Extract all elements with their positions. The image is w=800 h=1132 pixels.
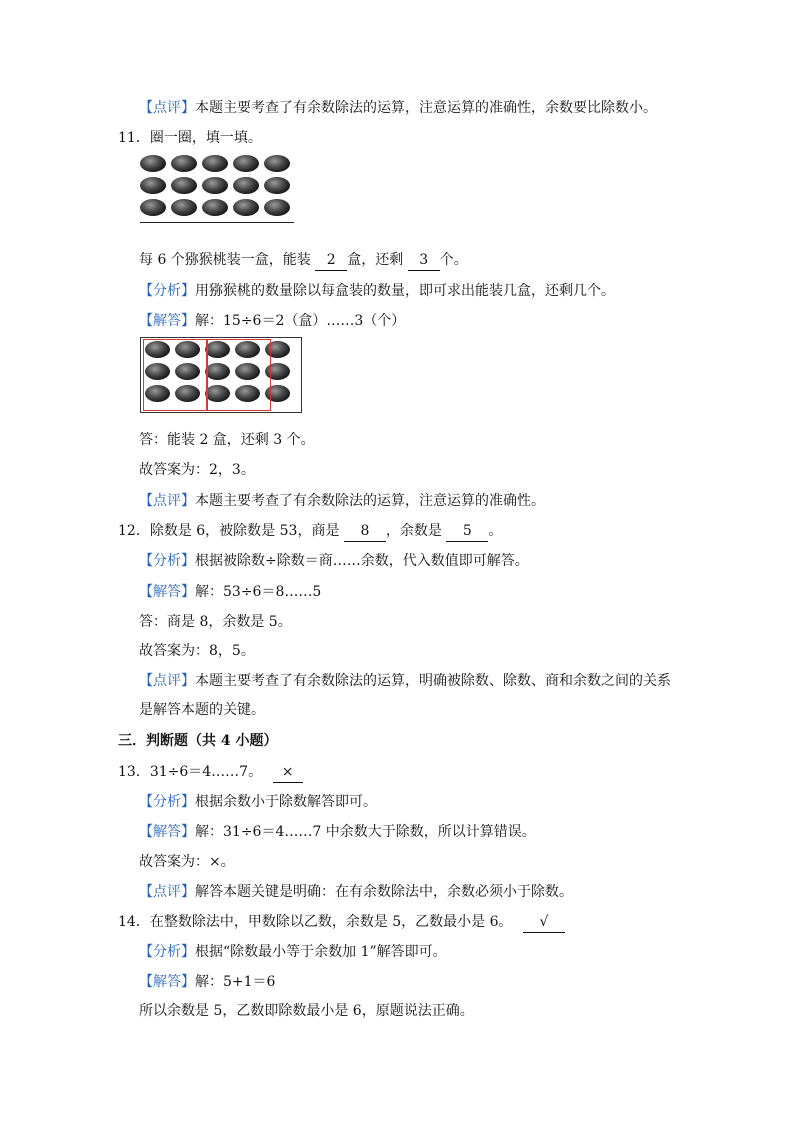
question-prompt: 31÷6＝4……7。 [149,764,263,780]
kiwi-icon [264,199,290,216]
section-title: 三．判断题（共 4 小题） [118,733,278,749]
answer-blank-quotient: 8 [344,521,386,542]
comment-tag: 【点评】 [139,100,195,116]
fill-text-a: 每 6 个猕猴桃装一盒，能装 [139,252,311,268]
q13-final: 故答案为：×。 [139,854,235,870]
kiwi-icon [202,155,228,172]
q12-solution [139,582,321,602]
kiwi-icon [171,199,197,216]
group-circle-2 [206,339,271,411]
question-number: 12． [118,523,150,539]
kiwi-icon [140,177,166,194]
analysis-text: 根据被除数÷除数＝商……余数，代入数值即可解答。 [195,553,529,569]
kiwi-icon [233,199,259,216]
q14-question [118,912,565,933]
q11-fill [139,250,468,271]
solution-text: 解：5+1＝6 [195,974,276,990]
solution-tag: 【解答】 [139,584,195,600]
answer-blank-remainder: 5 [446,521,488,542]
question-prompt-b: ，余数是 [385,523,442,539]
q10-comment [139,98,657,118]
q14-analysis [139,942,447,962]
analysis-tag: 【分析】 [139,944,195,960]
analysis-text: 根据“除数最小等于余数加 1”解答即可。 [195,944,447,960]
q13-comment [139,882,573,902]
comment-tag: 【点评】 [139,493,195,509]
q12-question [118,521,502,542]
solution-tag: 【解答】 [139,824,195,840]
kiwi-icon [140,199,166,216]
q12-comment-cont: 是解答本题的关键。 [139,702,265,718]
solution-text: 解：31÷6＝4……7 中余数大于除数，所以计算错误。 [195,824,536,840]
answer-blank-left: 3 [408,250,440,271]
q11-comment [139,491,545,511]
q11-solution [139,311,405,331]
answer-blank-judgement: √ [523,912,565,933]
analysis-tag: 【分析】 [139,794,195,810]
q13-analysis [139,792,377,812]
analysis-text: 根据余数小于除数解答即可。 [195,794,377,810]
kiwi-icon [264,177,290,194]
solution-text: 解：53÷6＝8……5 [195,584,322,600]
analysis-tag: 【分析】 [139,283,195,299]
analysis-text: 用猕猴桃的数量除以每盒装的数量，即可求出能装几盒，还剩几个。 [195,283,615,299]
kiwi-icon [171,155,197,172]
fill-text-c: 个。 [439,252,468,268]
question-prompt-c: 。 [488,523,503,539]
comment-text: 本题主要考查了有余数除法的运算，明确被除数、除数、商和余数之间的关系 [195,673,671,689]
comment-text: 解答本题关键是明确：在有余数除法中，余数必须小于除数。 [195,884,573,900]
question-number: 14． [118,914,150,930]
solution-tag: 【解答】 [139,974,195,990]
answer-blank-boxes: 2 [315,250,347,271]
q11-question [118,128,262,148]
comment-text: 本题主要考查了有余数除法的运算，注意运算的准确性。 [195,493,545,509]
solution-tag: 【解答】 [139,313,195,329]
fill-text-b: 盒，还剩 [347,252,404,268]
group-circle-1 [143,339,208,411]
question-number: 11． [118,130,150,146]
q12-answer: 答：商是 8，余数是 5。 [139,614,292,630]
q11-answer: 答：能装 2 盒，还剩 3 个。 [139,432,315,448]
kiwi-icon [140,155,166,172]
kiwi-icon [202,177,228,194]
analysis-tag: 【分析】 [139,553,195,569]
q11-analysis [139,281,615,301]
kiwi-icon [202,199,228,216]
question-prompt: 在整数除法中，甲数除以乙数，余数是 5，乙数最小是 6。 [149,914,513,930]
comment-tag: 【点评】 [139,884,195,900]
question-prompt: 圈一圈，填一填。 [149,130,262,146]
q13-question [118,762,303,783]
q11-final: 故答案为：2，3。 [139,462,255,478]
kiwi-icon [171,177,197,194]
q14-solution [139,972,275,992]
solution-text: 解：15÷6＝2（盒）……3（个） [195,313,406,329]
answer-blank-judgement: × [273,762,303,783]
comment-text: 本题主要考查了有余数除法的运算，注意运算的准确性，余数要比除数小。 [195,100,657,116]
q12-final: 故答案为：8，5。 [139,643,255,659]
q12-comment [139,671,671,691]
kiwi-icon [233,155,259,172]
q14-answer: 所以余数是 5，乙数即除数最小是 6，原题说法正确。 [139,1003,474,1019]
kiwi-picture [140,155,300,225]
comment-tag: 【点评】 [139,673,195,689]
picture-baseline [140,222,294,223]
question-number: 13． [118,764,150,780]
q13-solution [139,822,536,842]
question-prompt-a: 除数是 6，被除数是 53，商是 [149,523,340,539]
kiwi-icon [264,155,290,172]
q12-analysis [139,551,529,571]
kiwi-icon [233,177,259,194]
